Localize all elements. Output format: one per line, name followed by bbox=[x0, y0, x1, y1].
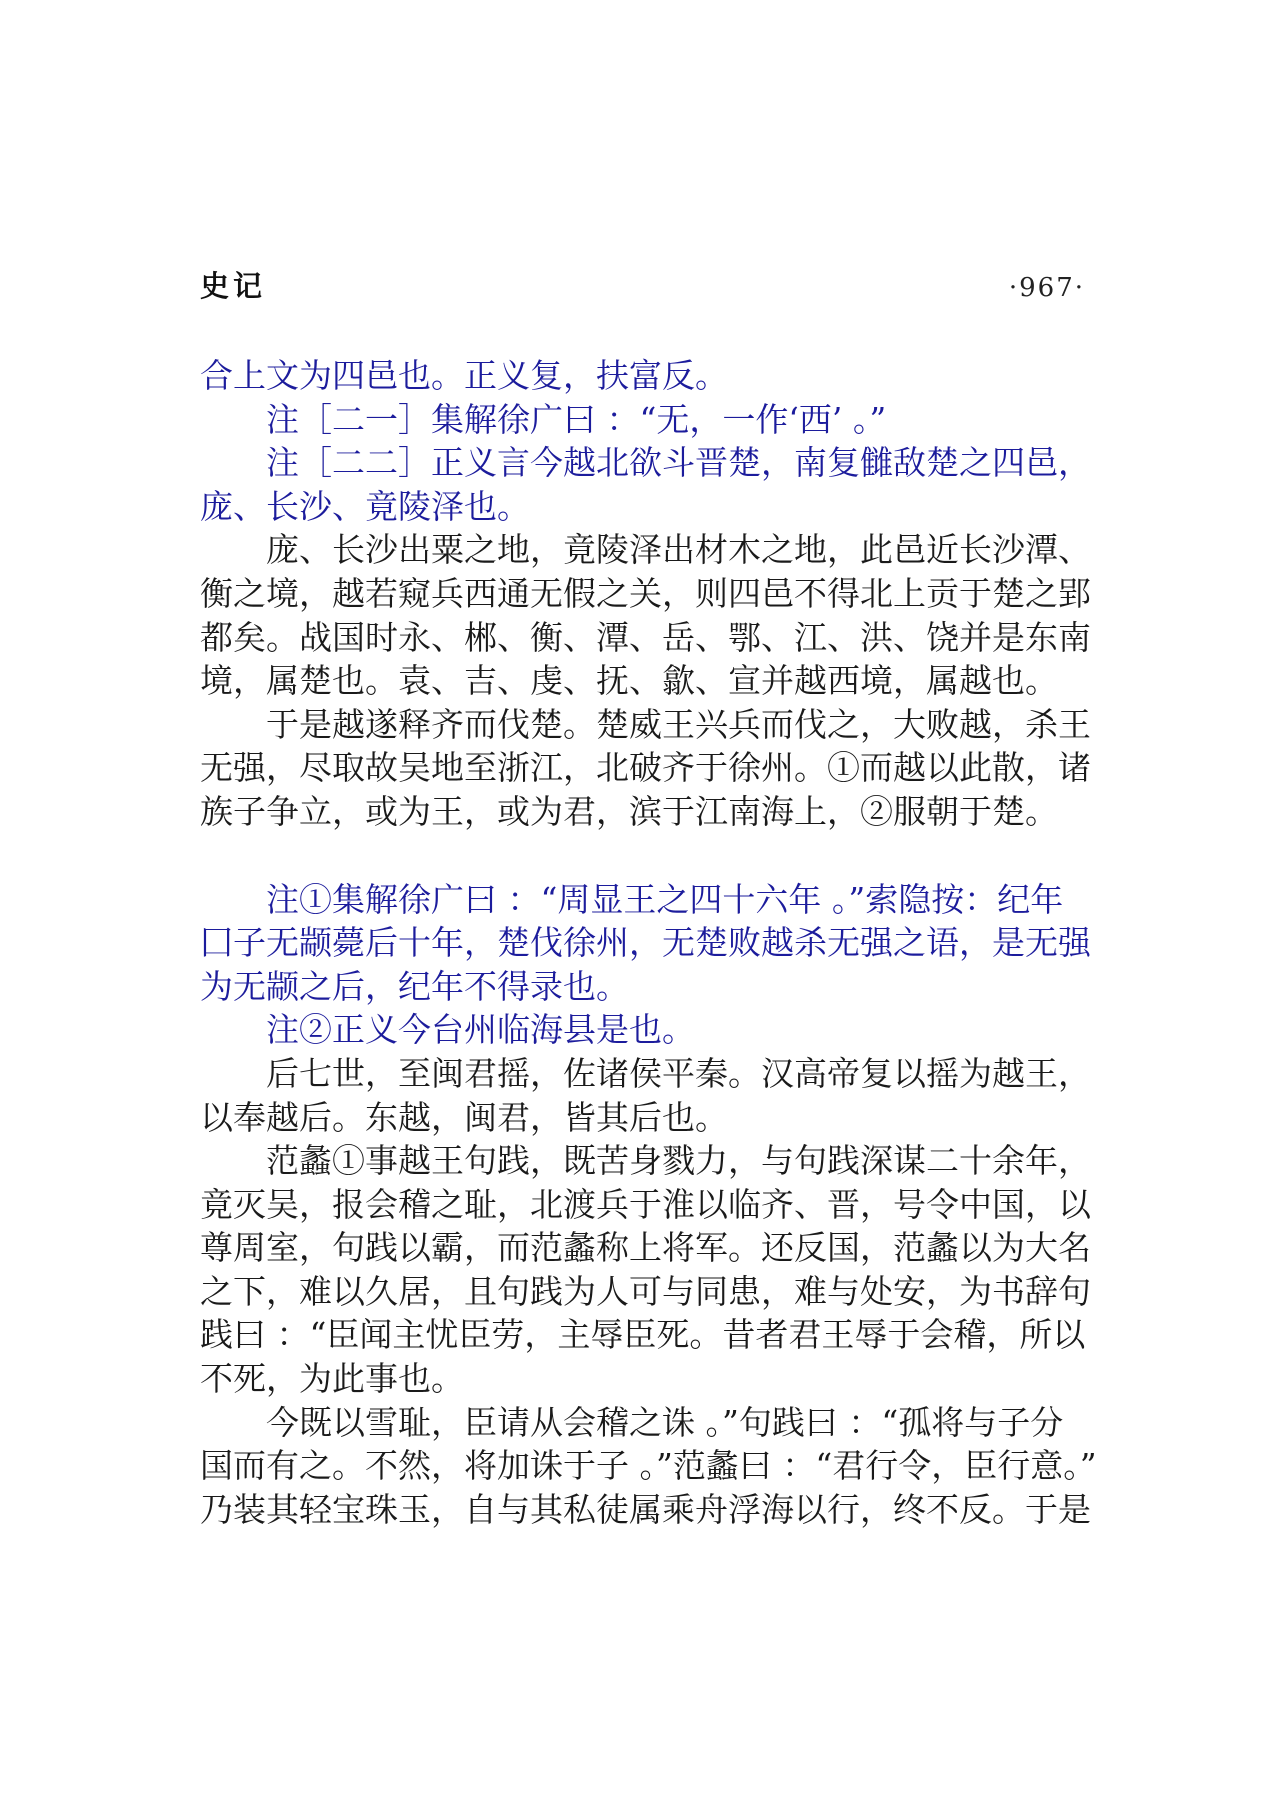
text-paragraph bbox=[200, 1052, 1090, 1139]
text-line: 范蠡①事越王句践，既苦身戮力，与句践深谋二十余年， bbox=[266, 1141, 1091, 1181]
annotation-paragraph bbox=[200, 398, 1090, 442]
page-body bbox=[200, 354, 1097, 1531]
text-line: 注②正义今台州临海县是也。 bbox=[266, 1010, 695, 1050]
text-line: 衡之境，越若窥兵西通无假之关，则四邑不得北上贡于楚之郢 bbox=[200, 573, 1091, 613]
text-line: 尊周室，句践以霸，而范蠡称上将军。还反国，范蠡以为大名 bbox=[200, 1228, 1091, 1268]
text-line: 今既以雪耻，臣请从会稽之诛 。”句践曰 ：“孤将与子分 bbox=[266, 1402, 1064, 1442]
annotation-paragraph bbox=[200, 878, 1090, 1009]
text-line: 之下，难以久居，且句践为人可与同患，难与处安，为书辞句 bbox=[200, 1271, 1091, 1311]
text-line: 于是越遂释齐而伐楚。楚威王兴兵而伐之，大败越，杀王 bbox=[266, 704, 1091, 744]
text-paragraph bbox=[200, 528, 1090, 702]
text-line: 践曰 ：“臣闻主忧臣劳，主辱臣死。昔者君王辱于会稽，所以 bbox=[200, 1315, 1086, 1355]
text-line: 为无颛之后，纪年不得录也。 bbox=[200, 966, 629, 1006]
text-paragraph bbox=[200, 1401, 1097, 1532]
annotation-paragraph bbox=[200, 354, 1090, 398]
text-line: 注①集解徐广曰 ：“周显王之四十六年 。”索隐按：纪年 bbox=[266, 879, 1064, 919]
text-line: 庞、长沙、竟陵泽也。 bbox=[200, 486, 530, 526]
text-line: 无强，尽取故吴地至浙江，北破齐于徐州。①而越以此散，诸 bbox=[200, 748, 1091, 788]
running-title: 史记 bbox=[200, 269, 267, 303]
text-line: 国而有之。不然，将加诛于子 。”范蠡曰 ：“君行令，臣行意。” bbox=[200, 1446, 1097, 1486]
text-paragraph bbox=[200, 1139, 1090, 1401]
text-line: 注［二一］集解徐广曰 ：“无，一作‘西’ 。” bbox=[266, 399, 887, 439]
text-line: 注［二二］正义言今越北欲斗晋楚，南复雠敌楚之四邑， bbox=[266, 443, 1091, 483]
text-line: 乃装其轻宝珠玉，自与其私徒属乘舟浮海以行，终不反。于是 bbox=[200, 1489, 1091, 1529]
text-line: 庞、长沙出粟之地，竟陵泽出材木之地，此邑近长沙潭、 bbox=[266, 530, 1091, 570]
text-line: 合上文为四邑也。正义复，扶富反。 bbox=[200, 356, 728, 395]
text-line: 境，属楚也。袁、吉、虔、抚、歙、宣并越西境，属越也。 bbox=[200, 661, 1058, 701]
text-line: 族子争立，或为王，或为君，滨于江南海上，②服朝于楚。 bbox=[200, 791, 1058, 831]
text-paragraph bbox=[200, 703, 1090, 834]
page-number: ·967· bbox=[1008, 273, 1085, 303]
text-line: 囗子无颛薨后十年，楚伐徐州，无楚败越杀无强之语，是无强 bbox=[200, 923, 1091, 963]
text-line: 后七世，至闽君摇，佐诸侯平秦。汉高帝复以摇为越王， bbox=[266, 1053, 1091, 1093]
text-line: 竟灭吴，报会稽之耻，北渡兵于淮以临齐、晋，号令中国，以 bbox=[200, 1184, 1091, 1224]
text-line: 以奉越后。东越，闽君，皆其后也。 bbox=[200, 1097, 728, 1137]
annotation-paragraph bbox=[200, 441, 1090, 528]
text-line: 不死，为此事也。 bbox=[200, 1359, 464, 1399]
paragraph-gap bbox=[200, 834, 1090, 878]
annotation-paragraph bbox=[200, 1008, 1090, 1052]
text-line: 都矣。战国时永、郴、衡、潭、岳、鄂、江、洪、饶并是东南 bbox=[200, 617, 1091, 657]
